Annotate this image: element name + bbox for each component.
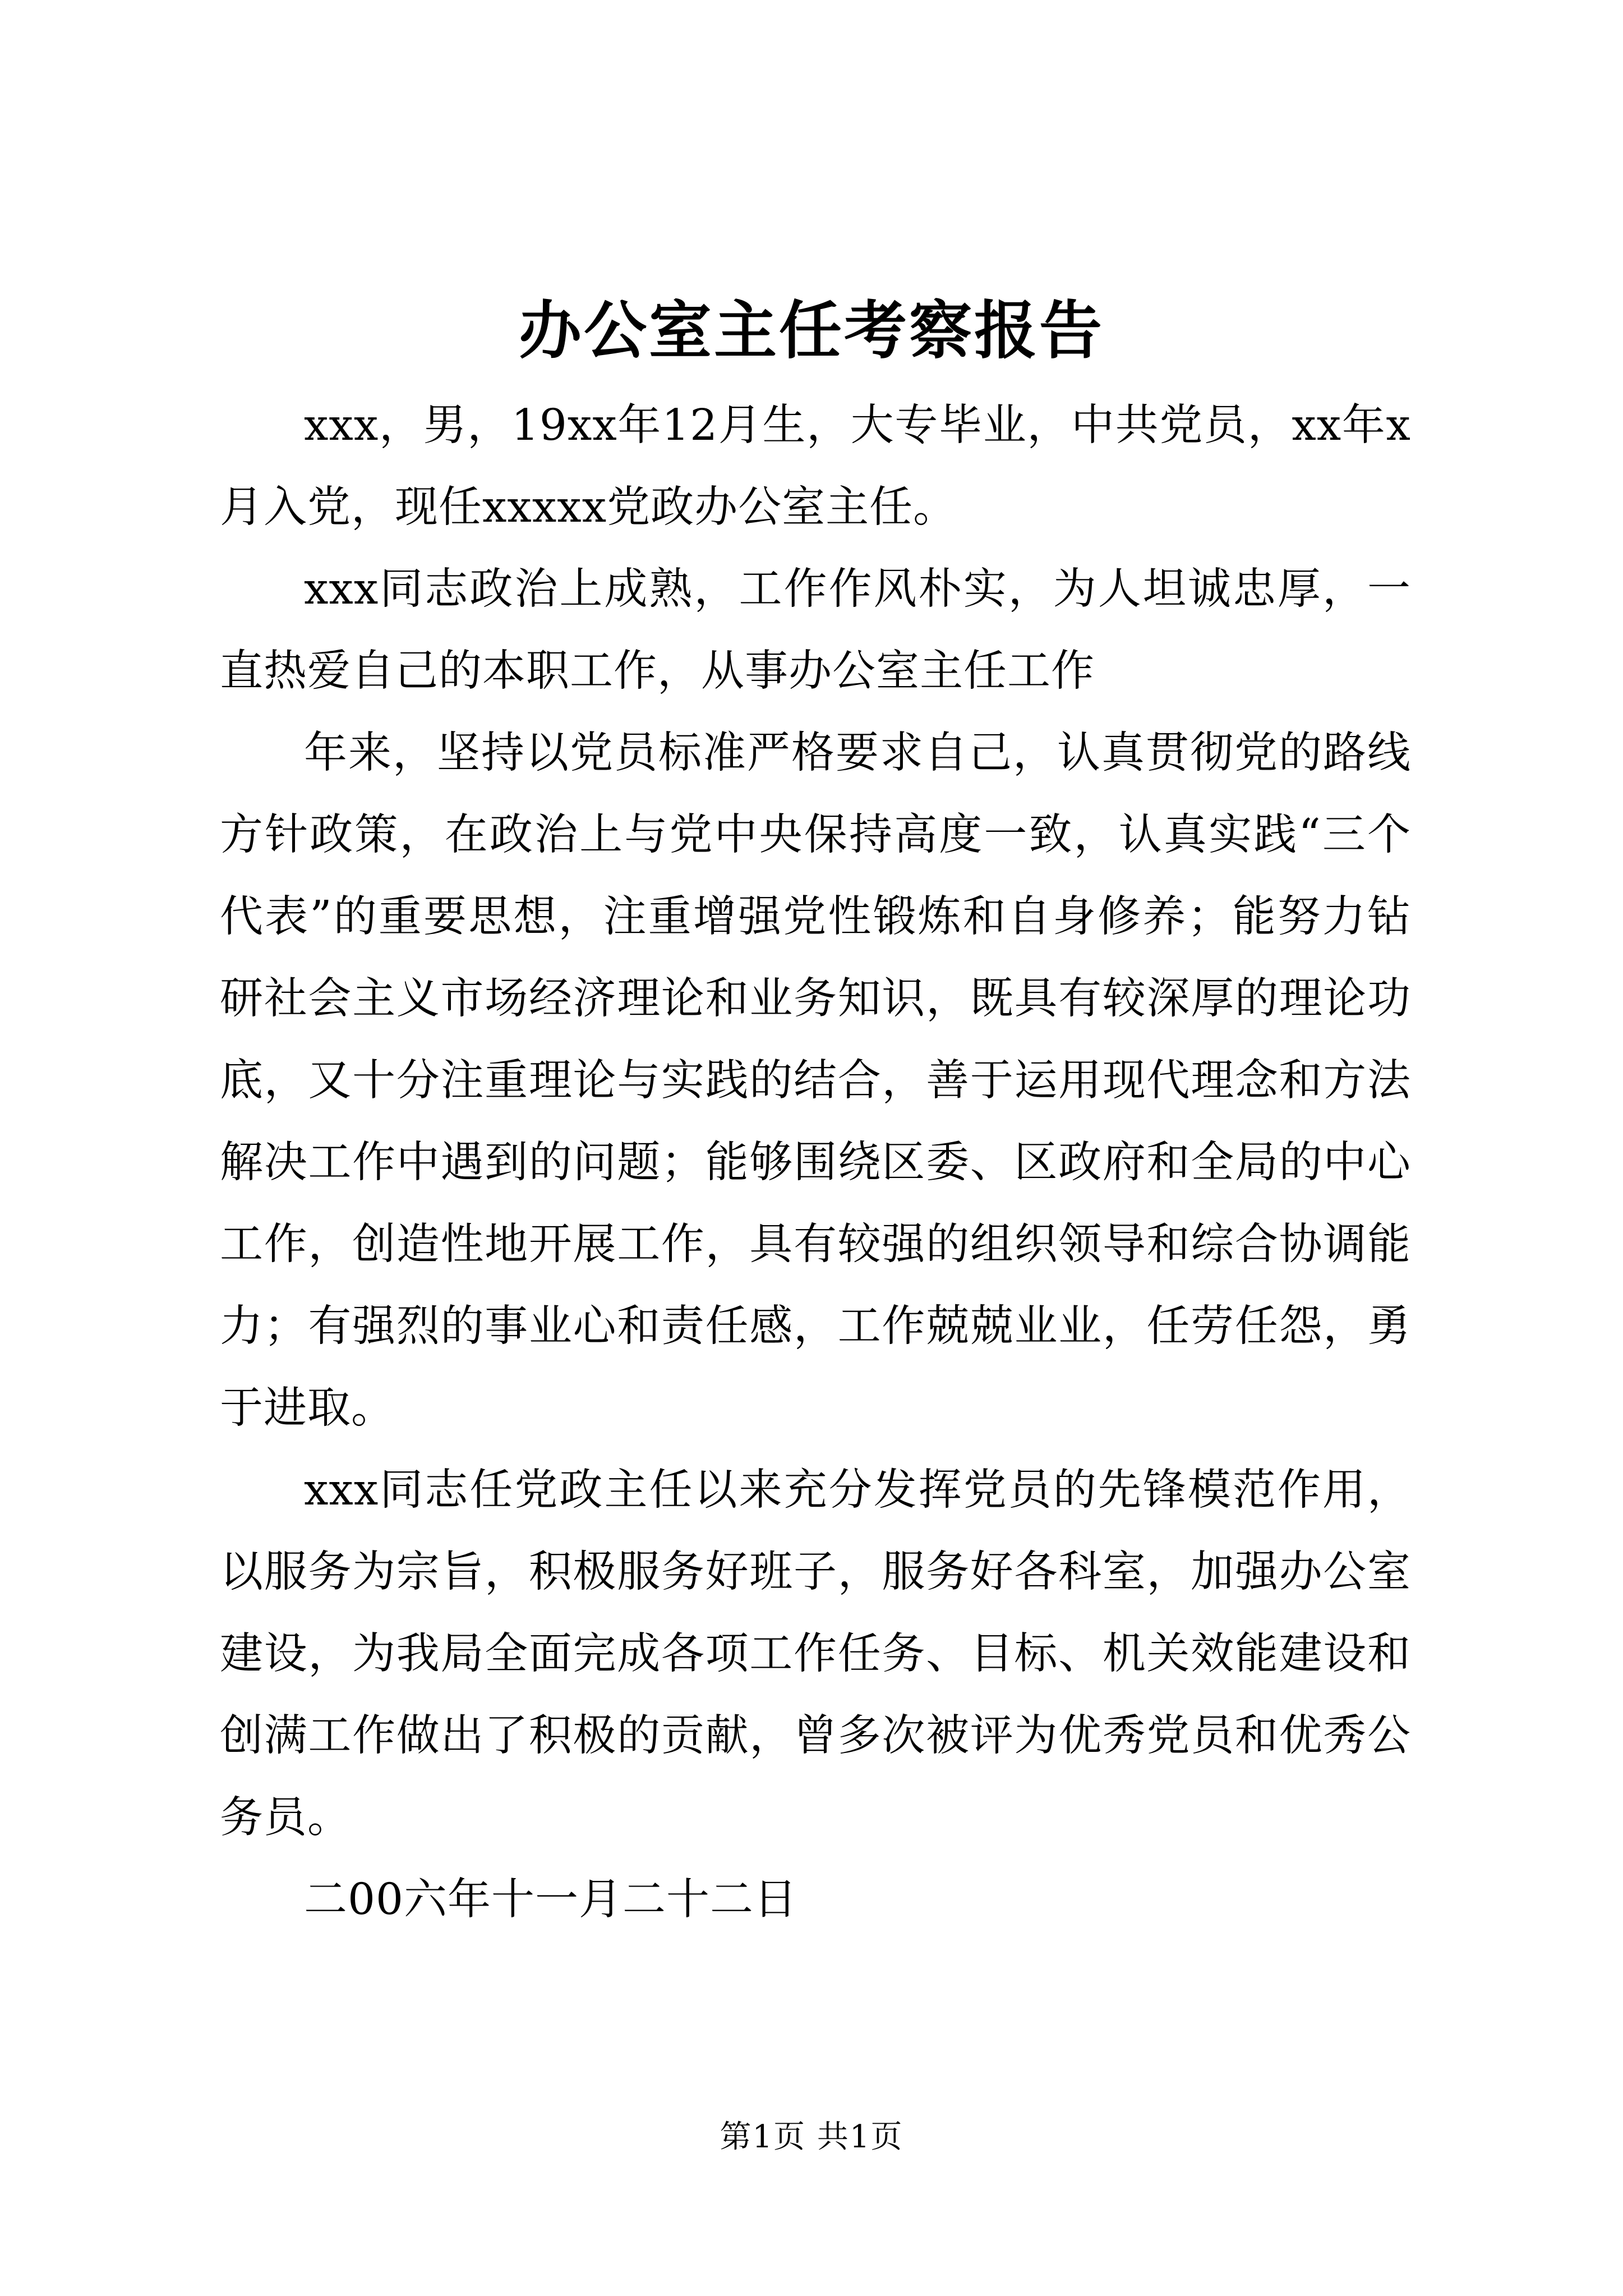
paragraph-contributions: xxx同志任党政主任以来充分发挥党员的先锋模范作用，以服务为宗旨，积极服务好班子，服务好各科室，加强办公室建设，为我局全面完成各项工作任务、目标、机关效能建设和创满工作做出了积极的贡献，曾多次被评为优秀党员和优秀公务员。 — [220, 1465, 1411, 1843]
page-number-footer: 第1页 共1页 — [720, 2119, 903, 2155]
paragraph-political-quality: xxx同志政治上成熟，工作作风朴实，为人坦诚忠厚，一直热爱自己的本职工作，从事办公室主任工作 — [220, 564, 1411, 696]
document-date: 二00六年十一月二十二日 — [304, 1875, 797, 1925]
paragraph-work-performance: 年来，坚持以党员标准严格要求自己，认真贯彻党的路线方针政策，在政治上与党中央保持高度一致，认真实践“三个代表”的重要思想，注重增强党性锻炼和自身修养；能努力钻研社会主义市场经济理论和业务知识，既具有较深厚的理论功底，又十分注重理论与实践的结合，善于运用现代理念和方法解决工作中遇到的问题；能够围绕区委、区政府和全局的中心工作，创造性地开展工作，具有较强的组织领导和综合协调能力；有强烈的事业心和责任感，工作兢兢业业，任劳任怨，勇于进取。 — [220, 728, 1411, 1433]
document-title: 办公室主任考察报告 — [519, 294, 1104, 367]
paragraph-profile: xxx，男，19xx年12月生，大专毕业，中共党员，xx年x月入党，现任xxxxx党政办公室主任。 — [220, 401, 1411, 532]
document-body — [220, 385, 1411, 1941]
